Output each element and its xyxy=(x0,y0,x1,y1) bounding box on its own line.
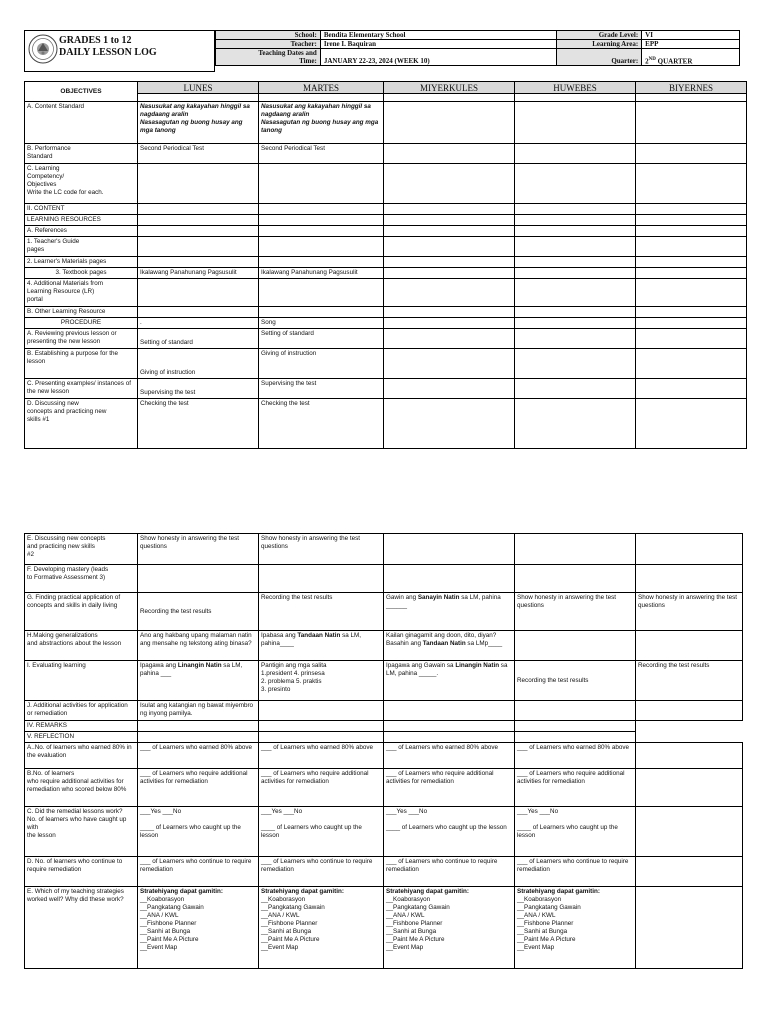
content-section-label: II. CONTENT xyxy=(25,204,138,215)
reviewing-lesson-martes: Setting of standard xyxy=(259,329,384,349)
cell xyxy=(138,94,259,102)
cell xyxy=(138,204,259,215)
cell xyxy=(384,164,515,204)
finding-application-biyernes: Show honesty in answering the test questions xyxy=(636,593,743,631)
cell xyxy=(515,534,636,565)
cell xyxy=(515,565,636,593)
dates-label-line-1: Teaching Dates and xyxy=(258,49,317,57)
discussing-concepts-1-label: D. Discussing new concepts and practicing new skills #1 xyxy=(25,399,138,449)
cell xyxy=(138,226,259,237)
cell xyxy=(515,204,636,215)
cell xyxy=(636,732,743,743)
remedial-lessons-lunes: ___Yes ___No ____ of Learners who caught up the lesson xyxy=(138,807,259,857)
additional-activities-label: J. Additional activities for application or remediation xyxy=(25,701,138,721)
additional-activities-lunes: Isulat ang katangian ng bawat miyembro ng inyong pamilya. xyxy=(138,701,259,721)
cell xyxy=(384,102,515,144)
cell xyxy=(636,102,747,144)
teaching-strategies-miyerkules xyxy=(384,887,515,969)
performance-standard-martes: Second Periodical Test xyxy=(259,144,384,164)
cell xyxy=(138,307,259,318)
cell xyxy=(636,701,743,721)
other-resource-label: B. Other Learning Resource xyxy=(25,307,138,318)
cell xyxy=(259,94,384,102)
reflection-label: V. REFLECTION xyxy=(25,732,138,743)
cell xyxy=(636,204,747,215)
text-segment: Ipabasa ang xyxy=(261,632,298,639)
dates-label xyxy=(216,49,321,66)
performance-standard-lunes: Second Periodical Test xyxy=(138,144,259,164)
header xyxy=(24,30,740,72)
cell xyxy=(636,534,743,565)
cell xyxy=(384,237,515,257)
quarter-suffix: ND xyxy=(648,56,656,62)
cell xyxy=(636,807,743,857)
cell xyxy=(636,215,747,226)
continue-remediation-label: D. No. of learners who continue to require remediation xyxy=(25,857,138,887)
cell xyxy=(515,102,636,144)
objectives-header: OBJECTIVES xyxy=(25,82,138,102)
remedial-lessons-martes: ___Yes ___No ____ of Learners who caught up the lesson xyxy=(259,807,384,857)
learners-remediation-lunes: ___ of Learners who require additional activities for remediation xyxy=(138,769,259,807)
text-segment: Linangin Natin xyxy=(455,662,500,669)
cell xyxy=(515,329,636,349)
cell xyxy=(259,279,384,307)
continue-remediation-lunes: ___ of Learners who continue to require remediation xyxy=(138,857,259,887)
cell xyxy=(515,215,636,226)
finding-application-miyerkules xyxy=(384,593,515,631)
text-segment: Kailan ginagamit ang doon, dito, diyan? Basahin ang xyxy=(386,632,497,647)
cell xyxy=(515,732,636,743)
learners-remediation-huwebes: ___ of Learners who require additional activities for remediation xyxy=(515,769,636,807)
generalizations-lunes: Ano ang hakbang upang malaman natin ang mensahe ng tekstong ating binasa? xyxy=(138,631,259,661)
day-header-biyernes: BIYERNES xyxy=(636,82,747,94)
content-standard-lunes: Nasusukat ang kakayahan hinggil sa nagdaang aralin Nasasagutan ng buong husay ang mga tanong xyxy=(138,102,259,144)
cell xyxy=(384,399,515,449)
cell xyxy=(384,215,515,226)
cell xyxy=(259,732,384,743)
cell xyxy=(384,204,515,215)
area-value: EPP xyxy=(642,40,740,49)
cell xyxy=(259,164,384,204)
cell xyxy=(636,226,747,237)
cell xyxy=(636,318,747,329)
learners-80-martes: ___ of Learners who earned 80% above xyxy=(259,743,384,769)
strategies-list: __Koaborasyon __Pangkatang Gawain __ANA / KWL __Fishbone Planner __Sanhi at Bunga __Paint Me A Picture __Event Map xyxy=(261,896,325,951)
continue-remediation-huwebes: ___ of Learners who continue to require remediation xyxy=(515,857,636,887)
continue-remediation-miyerkules: ___ of Learners who continue to require remediation xyxy=(384,857,515,887)
textbook-pages-label: 3. Textbook pages xyxy=(25,268,138,279)
cell xyxy=(636,769,743,807)
dates-value: JANUARY 22-23, 2024 (WEEK 10) xyxy=(320,49,556,66)
cell xyxy=(515,701,636,721)
quarter-number: 2 xyxy=(645,57,649,65)
grade-value: VI xyxy=(642,31,740,40)
quarter-label: Quarter: xyxy=(557,49,642,66)
deped-seal-icon xyxy=(28,34,58,64)
generalizations-label: H.Making generalizations and abstractions about the lesson xyxy=(25,631,138,661)
cell xyxy=(515,144,636,164)
cell xyxy=(384,534,515,565)
finding-application-martes: Recording the test results xyxy=(259,593,384,631)
cell xyxy=(515,164,636,204)
day-header-martes: MARTES xyxy=(259,82,384,94)
cell xyxy=(636,379,747,399)
cell xyxy=(384,732,515,743)
text-segment: Ipagawa ang xyxy=(140,662,178,669)
cell xyxy=(138,237,259,257)
learners-materials-label: 2. Learner's Materials pages xyxy=(25,257,138,268)
teaching-strategies-lunes xyxy=(138,887,259,969)
strategies-title: Stratehiyang dapat gamitin: xyxy=(261,888,344,895)
textbook-pages-martes: Ikalawang Panahunang Pagsusulit xyxy=(259,268,384,279)
procedure-label: PROCEDURE xyxy=(25,318,138,329)
finding-application-lunes: Recording the test results xyxy=(138,593,259,631)
learners-80-miyerkules: ___ of Learners who earned 80% above xyxy=(384,743,515,769)
cell xyxy=(259,237,384,257)
generalizations-miyerkules xyxy=(384,631,515,661)
continue-remediation-martes: ___ of Learners who continue to require remediation xyxy=(259,857,384,887)
strategies-title: Stratehiyang dapat gamitin: xyxy=(386,888,469,895)
evaluating-learning-biyernes: Recording the test results xyxy=(636,661,743,701)
remarks-label: IV. REMARKS xyxy=(25,721,138,732)
text-segment: sa LM, pahina _____. xyxy=(386,662,508,677)
cell xyxy=(515,268,636,279)
textbook-pages-lunes: Ikalawang Panahunang Pagsusulit xyxy=(138,268,259,279)
performance-standard-label: B. Performance Standard xyxy=(25,144,138,164)
cell xyxy=(515,349,636,379)
establishing-purpose-martes: Giving of instruction xyxy=(259,349,384,379)
presenting-examples-lunes: Supervising the test xyxy=(138,379,259,399)
remedial-lessons-miyerkules: ___Yes ___No ____ of Learners who caught up the lesson xyxy=(384,807,515,857)
content-standard-label: A. Content Standard xyxy=(25,102,138,144)
discussing-concepts-2-label: E. Discussing new concepts and practicing new skills #2 xyxy=(25,534,138,565)
cell xyxy=(259,721,384,732)
establishing-purpose-label: B. Establishing a purpose for the lesson xyxy=(25,349,138,379)
cell xyxy=(138,721,259,732)
discussing-concepts-2-lunes: Show honesty in answering the test questions xyxy=(138,534,259,565)
cell xyxy=(384,144,515,164)
teacher-value: Irene I. Baquiran xyxy=(320,40,556,49)
procedure-lunes: . xyxy=(138,318,259,329)
cell xyxy=(384,318,515,329)
evaluating-learning-lunes xyxy=(138,661,259,701)
lesson-table-page-1 xyxy=(24,81,747,449)
cell xyxy=(515,721,636,732)
cell xyxy=(636,257,747,268)
cell xyxy=(636,399,747,449)
cell xyxy=(384,701,515,721)
cell xyxy=(384,379,515,399)
cell xyxy=(259,215,384,226)
cell xyxy=(384,721,515,732)
learners-remediation-miyerkules: ___ of Learners who require additional activities for remediation xyxy=(384,769,515,807)
evaluating-learning-martes: Pantigin ang mga salita 1.president 4. prinsesa 2. problema 5. praktis 3. presinto xyxy=(259,661,384,701)
establishing-purpose-lunes: Giving of instruction xyxy=(138,349,259,379)
cell xyxy=(636,144,747,164)
finding-application-label: G. Finding practical application of concepts and skills in daily living xyxy=(25,593,138,631)
learners-80-huwebes: ___ of Learners who earned 80% above xyxy=(515,743,636,769)
cell xyxy=(515,379,636,399)
teachers-guide-label: 1. Teacher's Guide pages xyxy=(25,237,138,257)
cell xyxy=(515,279,636,307)
finding-application-huwebes: Show honesty in answering the test questions xyxy=(515,593,636,631)
cell xyxy=(259,565,384,593)
strategies-list: __Koaborasyon __Pangkatang Gawain __ANA / KWL __Fishbone Planner __Sanhi at Bunga __Paint Me A Picture __Event Map xyxy=(517,896,581,951)
cell xyxy=(636,94,747,102)
cell xyxy=(515,94,636,102)
cell xyxy=(515,257,636,268)
learners-80-label: A..No. of learners who earned 80% in the evaluation xyxy=(25,743,138,769)
cell xyxy=(138,732,259,743)
text-segment: Sanayin Natin xyxy=(417,594,460,601)
header-info-table xyxy=(215,30,740,66)
cell xyxy=(636,237,747,257)
cell xyxy=(138,164,259,204)
procedure-martes: Song xyxy=(259,318,384,329)
cell xyxy=(384,226,515,237)
cell xyxy=(636,857,743,887)
text-segment: sa LM, pahina ___ xyxy=(140,662,243,677)
cell xyxy=(515,399,636,449)
day-header-lunes: LUNES xyxy=(138,82,259,94)
cell xyxy=(259,307,384,318)
content-standard-martes: Nasusukat ang kakayahan hinggil sa nagdaang aralin Nasasagutan ng buong husay ang mga tanong xyxy=(259,102,384,144)
cell xyxy=(384,307,515,318)
cell xyxy=(138,565,259,593)
strategies-list: __Koaborasyon __Pangkatang Gawain __ANA / KWL __Fishbone Planner __Sanhi at Bunga __Paint Me A Picture __Event Map xyxy=(140,896,204,951)
dates-label-line-2: Time: xyxy=(299,57,317,65)
text-segment: sa LM, pahina ______ xyxy=(386,594,501,609)
generalizations-martes xyxy=(259,631,384,661)
school-value: Bendita Elementary School xyxy=(320,31,556,40)
presenting-examples-label: C. Presenting examples/ instances of the new lesson xyxy=(25,379,138,399)
cell xyxy=(515,226,636,237)
strategies-list: __Koaborasyon __Pangkatang Gawain __ANA / KWL __Fishbone Planner __Sanhi at Bunga __Paint Me A Picture __Event Map xyxy=(386,896,450,951)
reviewing-lesson-label: A. Reviewing previous lesson or presenting the new lesson xyxy=(25,329,138,349)
cell xyxy=(636,631,743,661)
teacher-label: Teacher: xyxy=(216,40,321,49)
presenting-examples-martes: Supervising the test xyxy=(259,379,384,399)
cell xyxy=(636,349,747,379)
remedial-lessons-huwebes: ___Yes ___No ____ of Learners who caught up the lesson xyxy=(515,807,636,857)
text-segment: Tandaan Natin xyxy=(297,632,341,639)
learning-competency-label: C. Learning Competency/ Objectives Write the LC code for each. xyxy=(25,164,138,204)
lesson-table-page-2 xyxy=(24,533,743,969)
area-label: Learning Area: xyxy=(557,40,642,49)
day-header-huwebes: HUWEBES xyxy=(515,82,636,94)
cell xyxy=(384,349,515,379)
day-header-miyerkules: MIYERKULES xyxy=(384,82,515,94)
discussing-concepts-1-martes: Checking the test xyxy=(259,399,384,449)
text-segment: Linangin Natin xyxy=(177,662,222,669)
cell xyxy=(384,94,515,102)
grade-label: Grade Level: xyxy=(557,31,642,40)
cell xyxy=(259,701,384,721)
cell xyxy=(636,743,743,769)
cell xyxy=(138,279,259,307)
cell xyxy=(515,318,636,329)
text-segment: Ipagawa ang Gawain sa xyxy=(386,662,456,669)
cell xyxy=(636,721,743,732)
quarter-value xyxy=(642,49,740,66)
cell xyxy=(384,565,515,593)
teaching-strategies-label: E. Which of my teaching strategies worked well? Why did these work? xyxy=(25,887,138,969)
cell xyxy=(384,257,515,268)
learners-80-lunes: ___ of Learners who earned 80% above xyxy=(138,743,259,769)
cell xyxy=(259,226,384,237)
cell xyxy=(384,268,515,279)
strategies-title: Stratehiyang dapat gamitin: xyxy=(517,888,600,895)
cell xyxy=(515,631,636,661)
learners-remediation-martes: ___ of Learners who require additional activities for remediation xyxy=(259,769,384,807)
text-segment: sa LMp____ xyxy=(465,640,503,647)
cell xyxy=(636,307,747,318)
title-box xyxy=(24,30,215,72)
cell xyxy=(515,237,636,257)
title-line-1: GRADES 1 to 12 xyxy=(59,35,132,46)
cell xyxy=(259,204,384,215)
cell xyxy=(636,565,743,593)
text-segment: sa LM, pahina____ xyxy=(261,632,361,647)
title-line-2: DAILY LESSON LOG xyxy=(59,47,157,58)
text-segment: Tandaan Natin xyxy=(422,640,466,647)
learners-remediation-label: B.No. of learners who require additional activities for remediation who scored below 80% xyxy=(25,769,138,807)
cell xyxy=(384,329,515,349)
cell xyxy=(636,329,747,349)
cell xyxy=(636,279,747,307)
learning-resources-label: LEARNING RESOURCES xyxy=(25,215,138,226)
evaluating-learning-miyerkules xyxy=(384,661,515,701)
school-label: School: xyxy=(216,31,321,40)
remedial-lessons-label: C. Did the remedial lessons work? No. of learners who have caught up with the lesson xyxy=(25,807,138,857)
cell xyxy=(138,215,259,226)
discussing-concepts-2-martes: Show honesty in answering the test questions xyxy=(259,534,384,565)
reviewing-lesson-lunes: Setting of standard xyxy=(138,329,259,349)
teaching-strategies-huwebes xyxy=(515,887,636,969)
discussing-concepts-1-lunes: Checking the test xyxy=(138,399,259,449)
cell xyxy=(515,307,636,318)
cell xyxy=(259,257,384,268)
cell xyxy=(636,887,743,969)
additional-materials-label: 4. Additional Materials from Learning Resource (LR) portal xyxy=(25,279,138,307)
developing-mastery-label: F. Developing mastery (leads to Formative Assessment 3) xyxy=(25,565,138,593)
evaluating-learning-huwebes: Recording the test results xyxy=(515,661,636,701)
teaching-strategies-martes xyxy=(259,887,384,969)
cell xyxy=(138,257,259,268)
cell xyxy=(384,279,515,307)
cell xyxy=(636,268,747,279)
log-title xyxy=(59,35,157,59)
references-label: A. References xyxy=(25,226,138,237)
quarter-word: QUARTER xyxy=(655,57,693,65)
strategies-title: Stratehiyang dapat gamitin: xyxy=(140,888,223,895)
text-segment: Gawin ang xyxy=(386,594,418,601)
cell xyxy=(636,164,747,204)
evaluating-learning-label: I. Evaluating learning xyxy=(25,661,138,701)
